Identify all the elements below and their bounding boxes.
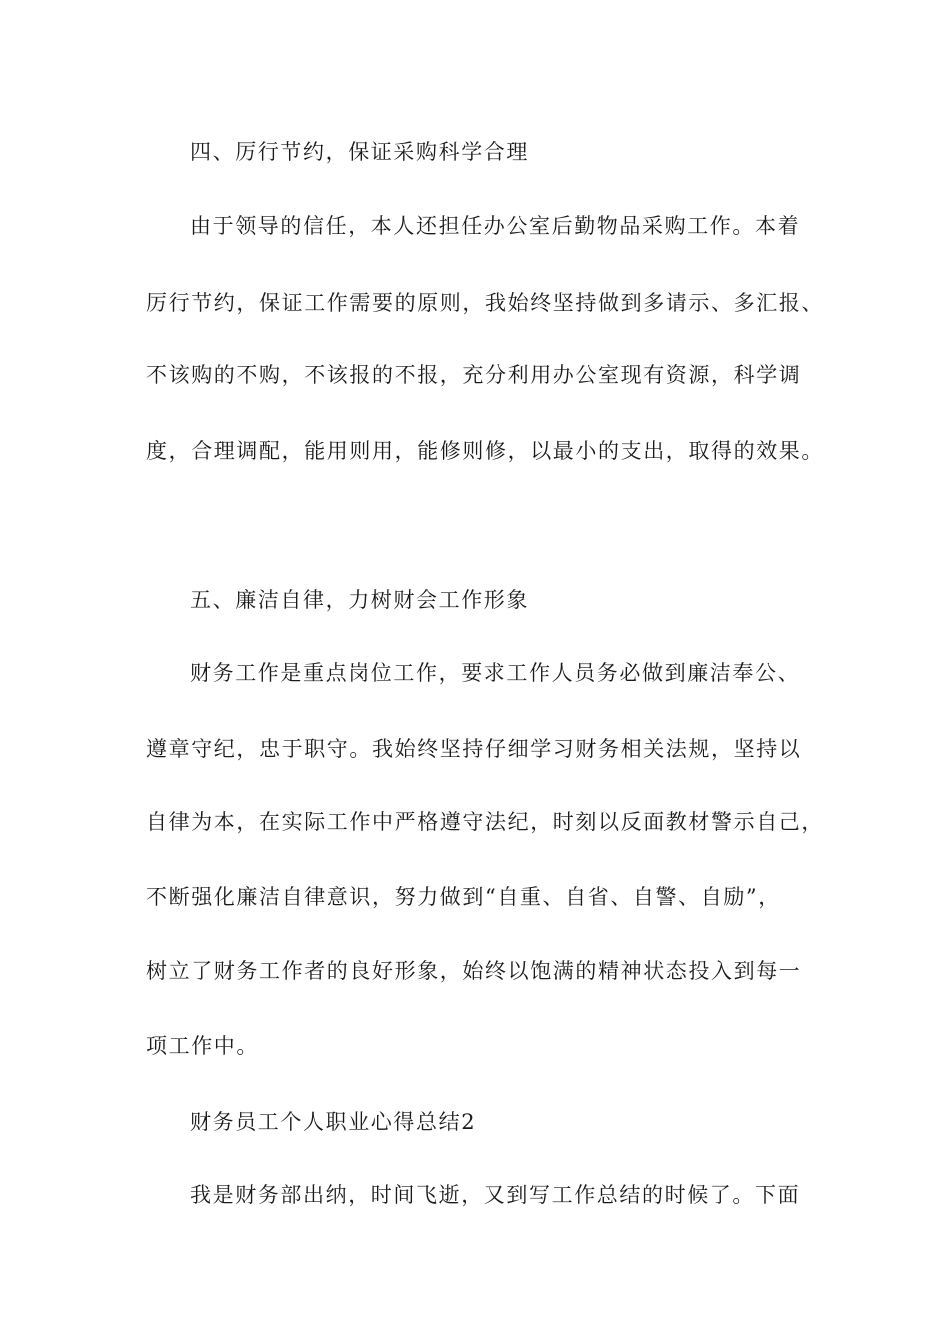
paragraph-line: 厉行节约，保证工作需要的原则，我始终坚持做到多请示、多汇报、: [146, 291, 824, 315]
paragraph-line: 由于领导的信任，本人还担任办公室后勤物品采购工作。本着: [190, 214, 801, 238]
paragraph-line: 我是财务部出纳，时间飞逝，又到写工作总结的时候了。下面: [190, 1183, 801, 1207]
paragraph-line: 不断强化廉洁自律意识，努力做到“自重、自省、自警、自励”，: [146, 885, 781, 909]
paragraph-line: 树立了财务工作者的良好形象，始终以饱满的精神状态投入到每一: [146, 959, 802, 983]
section-heading: 五、廉洁自律，力树财会工作形象: [190, 588, 529, 612]
paragraph-line: 自律为本，在实际工作中严格遵守法纪，时刻以反面教材警示自己，: [146, 810, 824, 834]
section-heading: 四、厉行节约，保证采购科学合理: [190, 140, 529, 164]
paragraph-line: 不该购的不购，不该报的不报，充分利用办公室现有资源，科学调: [146, 363, 802, 387]
paragraph-line: 遵章守纪，忠于职守。我始终坚持仔细学习财务相关法规，坚持以: [146, 737, 802, 761]
paragraph-line: 项工作中。: [146, 1034, 259, 1058]
article-title: 财务员工个人职业心得总结2: [190, 1110, 477, 1134]
paragraph-line: 财务工作是重点岗位工作，要求工作人员务必做到廉洁奉公、: [190, 661, 801, 685]
paragraph-line: 度，合理调配，能用则用，能修则修，以最小的支出，取得的效果。: [146, 439, 824, 463]
